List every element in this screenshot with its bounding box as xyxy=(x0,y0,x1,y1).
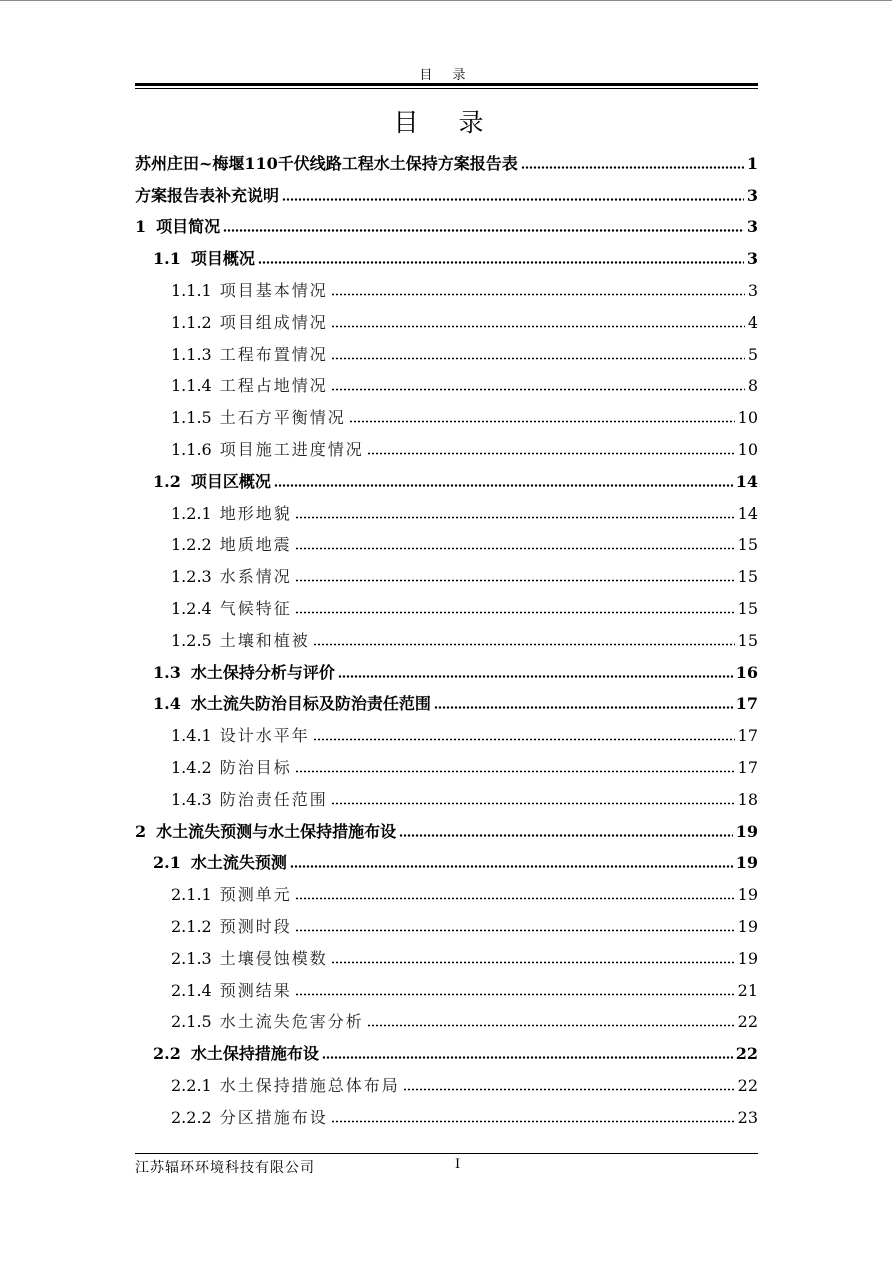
toc-entry-page: 14 xyxy=(735,471,758,491)
toc-entry-page: 3 xyxy=(747,280,758,300)
toc-entry-page: 17 xyxy=(737,726,758,746)
toc-entry-number: 1.2.4 xyxy=(171,598,212,618)
toc-entry-title: 预测结果 xyxy=(219,980,292,1000)
toc-entry-title: 苏州庄田~梅堰110千伏线路工程水土保持方案报告表 xyxy=(135,153,518,173)
toc-entry-number: 1.1.6 xyxy=(171,439,212,459)
toc-entry-number: 1.3 xyxy=(153,662,181,682)
toc-dot-leader xyxy=(331,1120,735,1123)
toc-entry-number: 1.1.4 xyxy=(171,376,212,396)
toc-entry[interactable] xyxy=(135,465,758,497)
toc-entry-title: 分区措施布设 xyxy=(219,1107,328,1127)
toc-entry[interactable] xyxy=(135,624,758,656)
toc-entry[interactable] xyxy=(135,592,758,624)
toc-entry[interactable] xyxy=(135,942,758,974)
toc-entry-page: 15 xyxy=(737,630,758,650)
toc-entry-page: 22 xyxy=(737,1012,758,1032)
toc-entry-title: 项目概况 xyxy=(190,249,255,269)
toc-entry-number: 1.4.2 xyxy=(171,757,212,777)
toc-entry[interactable] xyxy=(135,370,758,402)
toc-entry[interactable] xyxy=(135,847,758,879)
toc-entry-number: 1.2.5 xyxy=(171,630,212,650)
toc-entry-title: 方案报告表补充说明 xyxy=(135,185,280,205)
toc-entry-title: 预测时段 xyxy=(219,916,292,936)
toc-entry-page: 10 xyxy=(737,408,758,428)
toc-entry[interactable] xyxy=(135,306,758,338)
running-header: 目 录 xyxy=(419,68,474,83)
toc-entry-page: 21 xyxy=(737,980,758,1000)
toc-dot-leader xyxy=(399,834,733,837)
toc-entry[interactable] xyxy=(135,719,758,751)
toc-entry-page: 3 xyxy=(746,249,758,269)
toc-entry-title: 项目区概况 xyxy=(190,471,271,491)
toc-entry[interactable] xyxy=(135,1037,758,1069)
toc-entry-page: 10 xyxy=(737,439,758,459)
toc-entry-title: 水土流失危害分析 xyxy=(219,1012,364,1032)
toc-dot-leader xyxy=(434,706,733,709)
toc-entry-number: 1 xyxy=(135,217,147,237)
toc-entry[interactable] xyxy=(135,433,758,465)
toc-entry-title: 土壤和植被 xyxy=(219,630,310,650)
toc-entry[interactable] xyxy=(135,656,758,688)
toc-entry-page: 19 xyxy=(737,916,758,936)
toc-entry-number: 1.1.2 xyxy=(171,312,212,332)
toc-entry[interactable] xyxy=(135,560,758,592)
toc-entry[interactable] xyxy=(135,211,758,243)
toc-dot-leader xyxy=(295,547,735,550)
toc-dot-leader xyxy=(295,516,735,519)
toc-entry-title: 预测单元 xyxy=(219,885,292,905)
toc-entry-title: 项目简况 xyxy=(156,217,221,237)
toc-entry-number: 2.1.1 xyxy=(171,885,212,905)
footer-company: 江苏辐环环境科技有限公司 xyxy=(135,1160,315,1176)
toc-dot-leader xyxy=(331,802,735,805)
toc-dot-leader xyxy=(295,897,735,900)
toc-entry-title: 水土保持措施布设 xyxy=(190,1044,319,1064)
toc-dot-leader xyxy=(349,420,735,423)
toc-entry-number: 1.1.3 xyxy=(171,344,212,364)
toc-entry-title: 水土流失预测 xyxy=(190,853,287,873)
toc-entry-title: 土壤侵蚀模数 xyxy=(219,948,328,968)
footer-page-number: I xyxy=(455,1157,461,1172)
toc-entry[interactable] xyxy=(135,179,758,211)
toc-dot-leader xyxy=(521,166,744,169)
toc-entry-page: 23 xyxy=(737,1107,758,1127)
toc-dot-leader xyxy=(258,261,744,264)
toc-dot-leader xyxy=(295,579,735,582)
toc-entry-number: 2 xyxy=(135,821,147,841)
toc-entry-number: 2.1.5 xyxy=(171,1012,212,1032)
table-of-contents xyxy=(135,147,758,1133)
toc-entry-title: 工程布置情况 xyxy=(219,344,328,364)
toc-dot-leader xyxy=(331,357,745,360)
toc-entry-number: 1.1 xyxy=(153,249,181,269)
toc-entry-page: 17 xyxy=(735,694,758,714)
toc-entry-number: 2.1.2 xyxy=(171,916,212,936)
toc-entry-number: 2.1.3 xyxy=(171,948,212,968)
toc-entry-page: 17 xyxy=(737,757,758,777)
toc-dot-leader xyxy=(367,1024,735,1027)
toc-entry-title: 地形地貌 xyxy=(219,503,292,523)
toc-entry-number: 2.2.1 xyxy=(171,1075,212,1095)
toc-entry-page: 3 xyxy=(746,217,758,237)
toc-dot-leader xyxy=(274,484,733,487)
page-title: 目 录 xyxy=(393,108,500,137)
page-top-edge xyxy=(0,0,892,1)
toc-entry-page: 19 xyxy=(735,821,758,841)
toc-entry[interactable] xyxy=(135,274,758,306)
toc-entry[interactable] xyxy=(135,147,758,179)
toc-entry[interactable] xyxy=(135,974,758,1006)
toc-entry[interactable] xyxy=(135,910,758,942)
toc-entry[interactable] xyxy=(135,751,758,783)
toc-entry-title: 工程占地情况 xyxy=(219,376,328,396)
toc-dot-leader xyxy=(290,865,733,868)
toc-entry-number: 1.2 xyxy=(153,471,181,491)
toc-entry[interactable] xyxy=(135,688,758,720)
toc-entry-title: 设计水平年 xyxy=(219,726,310,746)
toc-entry-page: 22 xyxy=(737,1075,758,1095)
toc-dot-leader xyxy=(313,738,735,741)
toc-entry[interactable] xyxy=(135,815,758,847)
toc-dot-leader xyxy=(295,770,735,773)
toc-entry-page: 22 xyxy=(735,1044,758,1064)
toc-entry-title: 水土流失防治目标及防治责任范围 xyxy=(190,694,431,714)
toc-entry-number: 2.1 xyxy=(153,853,181,873)
toc-dot-leader xyxy=(223,229,744,232)
toc-dot-leader xyxy=(295,611,735,614)
toc-entry-page: 1 xyxy=(746,153,758,173)
toc-entry[interactable] xyxy=(135,497,758,529)
toc-entry-number: 2.2.2 xyxy=(171,1107,212,1127)
toc-dot-leader xyxy=(295,993,735,996)
toc-entry-page: 19 xyxy=(737,948,758,968)
toc-entry-page: 15 xyxy=(737,567,758,587)
toc-dot-leader xyxy=(295,929,735,932)
toc-entry-page: 19 xyxy=(737,885,758,905)
toc-entry-page: 19 xyxy=(735,853,758,873)
toc-entry-title: 防治目标 xyxy=(219,757,292,777)
toc-entry-page: 15 xyxy=(737,535,758,555)
toc-entry-page: 5 xyxy=(747,344,758,364)
toc-dot-leader xyxy=(331,388,745,391)
toc-entry-number: 1.4 xyxy=(153,694,181,714)
toc-entry-title: 水土保持分析与评价 xyxy=(190,662,335,682)
toc-entry-page: 3 xyxy=(746,185,758,205)
toc-entry-title: 项目基本情况 xyxy=(219,280,328,300)
toc-entry-page: 15 xyxy=(737,598,758,618)
toc-entry-number: 1.2.3 xyxy=(171,567,212,587)
toc-entry-title: 土石方平衡情况 xyxy=(219,408,346,428)
toc-entry[interactable] xyxy=(135,529,758,561)
footer-rule xyxy=(135,1153,758,1154)
toc-entry-number: 1.2.2 xyxy=(171,535,212,555)
header-rule-thick xyxy=(135,83,758,86)
toc-entry[interactable] xyxy=(135,1101,758,1133)
toc-dot-leader xyxy=(367,452,735,455)
toc-entry-number: 1.1.1 xyxy=(171,280,212,300)
toc-entry-page: 4 xyxy=(747,312,758,332)
toc-entry[interactable] xyxy=(135,1006,758,1038)
toc-entry-page: 16 xyxy=(735,662,758,682)
toc-entry-title: 项目组成情况 xyxy=(219,312,328,332)
toc-dot-leader xyxy=(403,1088,735,1091)
toc-entry[interactable] xyxy=(135,338,758,370)
toc-entry[interactable] xyxy=(135,878,758,910)
toc-entry-title: 项目施工进度情况 xyxy=(219,439,364,459)
toc-entry[interactable] xyxy=(135,1069,758,1101)
toc-entry-title: 水土保持措施总体布局 xyxy=(219,1075,400,1095)
toc-entry[interactable] xyxy=(135,783,758,815)
toc-entry-number: 2.1.4 xyxy=(171,980,212,1000)
toc-entry-number: 1.1.5 xyxy=(171,408,212,428)
toc-entry-title: 水土流失预测与水土保持措施布设 xyxy=(156,821,397,841)
toc-dot-leader xyxy=(313,643,735,646)
toc-entry-page: 18 xyxy=(737,789,758,809)
toc-entry-title: 地质地震 xyxy=(219,535,292,555)
toc-dot-leader xyxy=(338,675,733,678)
toc-entry-number: 1.2.1 xyxy=(171,503,212,523)
toc-dot-leader xyxy=(322,1056,733,1059)
toc-dot-leader xyxy=(331,325,745,328)
toc-entry-number: 1.4.1 xyxy=(171,726,212,746)
toc-entry[interactable] xyxy=(135,242,758,274)
toc-entry-number: 1.4.3 xyxy=(171,789,212,809)
toc-entry-number: 2.2 xyxy=(153,1044,181,1064)
toc-entry[interactable] xyxy=(135,401,758,433)
toc-dot-leader xyxy=(282,198,744,201)
toc-dot-leader xyxy=(331,961,735,964)
toc-entry-title: 水系情况 xyxy=(219,567,292,587)
toc-entry-page: 8 xyxy=(747,376,758,396)
toc-dot-leader xyxy=(331,293,745,296)
toc-entry-title: 气候特征 xyxy=(219,598,292,618)
toc-entry-title: 防治责任范围 xyxy=(219,789,328,809)
toc-entry-page: 14 xyxy=(737,503,758,523)
header-rule-thin xyxy=(135,88,758,89)
